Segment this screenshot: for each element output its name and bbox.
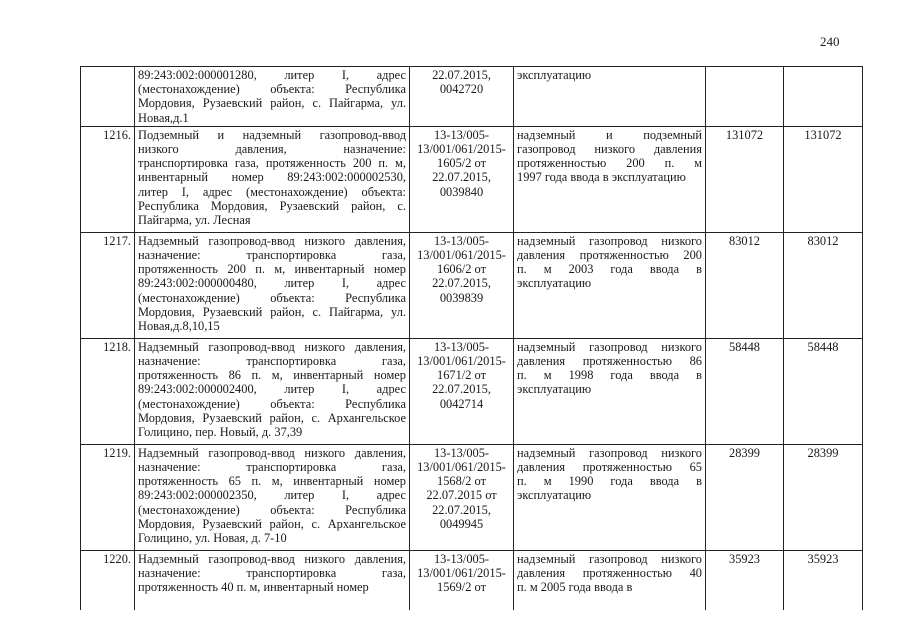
cell-line: Республика Мордовия, Рузаевский район, с. [138,198,406,213]
cell-line: надземный и подземный [517,127,702,142]
table-row [81,126,863,232]
registry-table [80,66,863,610]
cell-line: надземный газопровод низкого [517,551,702,566]
cell-line: 22.07.2015, [432,276,491,291]
object-description-cell [135,550,410,610]
registration-cell [410,67,514,127]
value-cell-1: 28399 [706,444,784,550]
cell-line: 1605/2 от [437,156,486,171]
row-number-cell: 1219. [81,444,135,550]
cell-line: 13/001/061/2015- [417,142,506,157]
cell-line: надземный газопровод низкого [517,339,702,354]
characteristics-cell [514,444,706,550]
cell-line: 1671/2 от [437,368,486,383]
cell-line: 13/001/061/2015- [417,354,506,369]
cell-line: 0042714 [439,396,484,411]
row-number-cell [81,67,135,127]
cell-line: 13-13/005- [433,339,490,354]
registry-table-body [81,67,863,611]
cell-line: п. м 2005 года ввода в [517,580,633,595]
row-number-cell: 1218. [81,338,135,444]
cell-line: протяженность 65 п. м, инвентарный номер [138,474,406,489]
cell-line: транспортировка газа, протяженность 200 п. м, [138,156,406,171]
characteristics-cell [514,126,706,232]
value-cell-2: 28399 [784,444,863,550]
value-cell-1: 58448 [706,338,784,444]
cell-line: 13-13/005- [433,445,490,460]
cell-line: эксплуатацию [517,68,592,82]
cell-line: давления протяженностью 200 [517,248,702,263]
cell-line: 13/001/061/2015- [417,566,506,581]
cell-line: 0039839 [439,290,484,305]
value-cell-2 [784,67,863,127]
cell-line: 0039840 [439,184,484,199]
cell-line: Надземный газопровод-ввод низкого давления, [138,551,406,566]
table-row [81,232,863,338]
cell-line: назначение: транспортировка газа, [138,460,406,475]
cell-line: Мордовия, Рузаевский район, с. Пайгарма, ул. [138,304,406,319]
table-row [81,550,863,610]
cell-line: назначение: транспортировка газа, [138,354,406,369]
cell-line: п. м 2003 года ввода в [517,262,702,277]
value-cell-1: 35923 [706,550,784,610]
table-row [81,444,863,550]
cell-line: 1568/2 от [437,474,486,489]
characteristics-cell [514,338,706,444]
cell-line: протяженность 40 п. м, инвентарный номер [138,580,369,595]
cell-line: назначение: транспортировка газа, [138,566,406,581]
value-cell-1 [706,67,784,127]
characteristics-cell [514,550,706,610]
cell-line: 89:243:002:000001280, литер I, адрес [138,68,406,82]
value-cell-2: 58448 [784,338,863,444]
cell-line: инвентарный номер 89:243:002:000002530, [138,170,406,185]
cell-line: Новая,д.1 [138,110,189,125]
cell-line: Голицино, пер. Новый, д. 37,39 [138,425,303,440]
cell-line: 22.07.2015, [432,68,491,82]
cell-line: 0049945 [439,516,484,531]
cell-line: Надземный газопровод-ввод низкого давления, [138,233,406,248]
cell-line: Мордовия, Рузаевский район, с. Пайгарма, ул. [138,96,406,111]
cell-line: 13-13/005- [433,127,490,142]
value-cell-2: 83012 [784,232,863,338]
cell-line: 0042720 [439,82,484,97]
cell-line: протяженность 86 п. м, инвентарный номер [138,368,406,383]
registration-cell [410,232,514,338]
cell-line: 1606/2 от [437,262,486,277]
value-cell-2: 35923 [784,550,863,610]
cell-line: (местонахождение) объекта: Республика [138,502,406,517]
row-number-cell: 1220. [81,550,135,610]
cell-line: Новая,д.8,10,15 [138,319,220,334]
registration-cell [410,338,514,444]
cell-line: протяженностью 200 п. м [517,156,702,171]
cell-line: Надземный газопровод-ввод низкого давления, [138,445,406,460]
cell-line: надземный газопровод низкого [517,445,702,460]
cell-line: Надземный газопровод-ввод низкого давления, [138,339,406,354]
cell-line: эксплуатацию [517,488,592,503]
row-number-cell: 1216. [81,126,135,232]
cell-line: 22.07.2015, [432,502,491,517]
cell-line: 13/001/061/2015- [417,460,506,475]
cell-line: Подземный и надземный газопровод-ввод [138,127,406,142]
table-row [81,67,863,127]
cell-line: давления протяженностью 86 [517,354,702,369]
cell-line: низкого давления, назначение: [138,142,406,157]
object-description-cell [135,338,410,444]
cell-line: эксплуатацию [517,382,592,397]
cell-line: назначение: транспортировка газа, [138,248,406,263]
cell-line: (местонахождение) объекта: Республика [138,82,406,97]
cell-line: (местонахождение) объекта: Республика [138,290,406,305]
page-number: 240 [820,34,840,49]
row-number-cell: 1217. [81,232,135,338]
cell-line: эксплуатацию [517,276,592,291]
cell-line: давления протяженностью 65 [517,460,702,475]
value-cell-1: 131072 [706,126,784,232]
cell-line: Мордовия, Рузаевский район, с. Архангельское [138,516,406,531]
characteristics-cell [514,67,706,127]
object-description-cell [135,232,410,338]
registration-cell [410,550,514,610]
cell-line: 13-13/005- [433,551,490,566]
table-row [81,338,863,444]
object-description-cell [135,67,410,127]
cell-line: 13/001/061/2015- [417,248,506,263]
cell-line: 22.07.2015, [432,382,491,397]
cell-line: протяженность 200 п. м, инвентарный номер [138,262,406,277]
cell-line: 89:243:002:000002350, литер I, адрес [138,488,406,503]
cell-line: 22.07.2015 от [426,488,497,503]
cell-line: 13-13/005- [433,233,490,248]
cell-line: газопровод низкого давления [517,142,702,157]
object-description-cell [135,126,410,232]
value-cell-1: 83012 [706,232,784,338]
cell-line: давления протяженностью 40 [517,566,702,581]
cell-line: Пайгарма, ул. Лесная [138,213,251,228]
cell-line: п. м 1990 года ввода в [517,474,702,489]
cell-line: (местонахождение) объекта: Республика [138,396,406,411]
cell-line: литер I, адрес (местонахождение) объекта: [138,184,406,199]
characteristics-cell [514,232,706,338]
cell-line: п. м 1998 года ввода в [517,368,702,383]
cell-line: надземный газопровод низкого [517,233,702,248]
value-cell-2: 131072 [784,126,863,232]
cell-line: 22.07.2015, [432,170,491,185]
cell-line: 1997 года ввода в эксплуатацию [517,170,686,185]
cell-line: 1569/2 от [437,580,486,595]
cell-line: 89:243:002:000000480, литер I, адрес [138,276,406,291]
registration-cell [410,444,514,550]
cell-line: Голицино, ул. Новая, д. 7-10 [138,531,287,546]
object-description-cell [135,444,410,550]
cell-line: Мордовия, Рузаевский район, с. Архангельское [138,410,406,425]
registration-cell [410,126,514,232]
cell-line: 89:243:002:000002400, литер I, адрес [138,382,406,397]
